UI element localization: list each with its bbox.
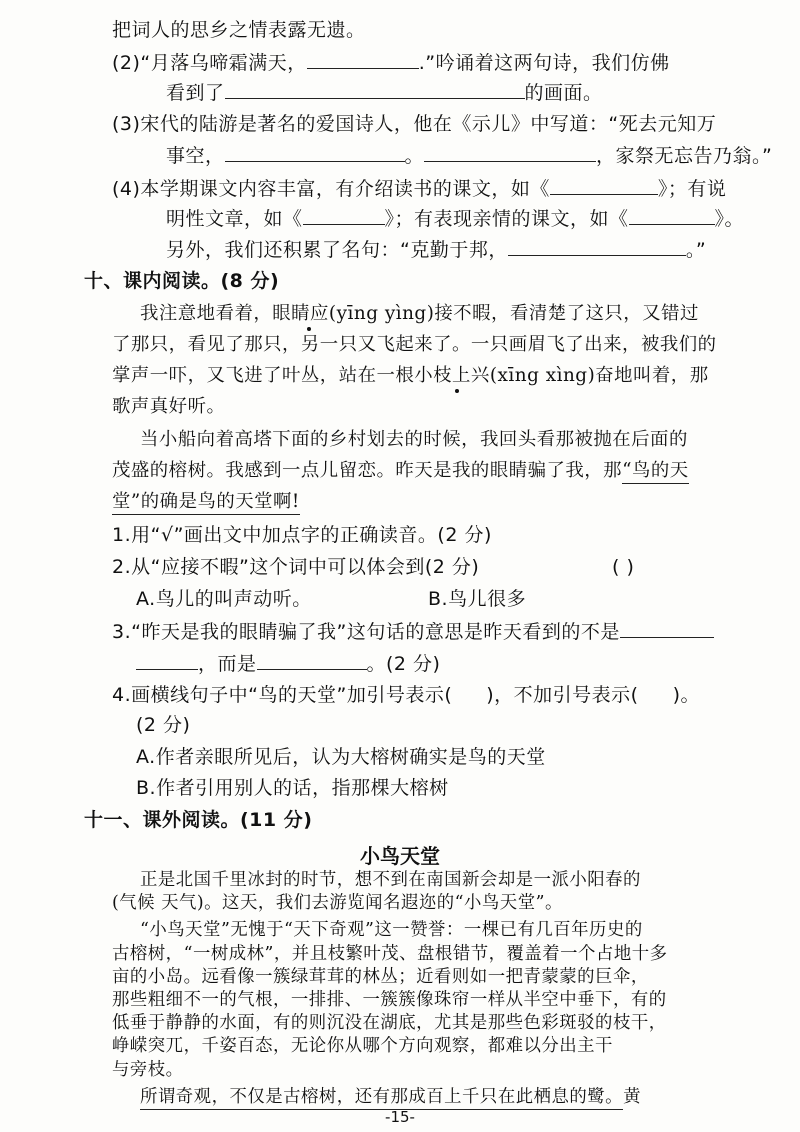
question-3-line-1: (3)宋代的陆游是著名的爱国诗人，他在《示儿》中写道：“死去元知万 [112,113,717,135]
question-3-line-2: 事空， 。 ，家祭无忘告乃翁。” [166,145,773,167]
passage-line: 掌声一吓，又飞进了叶丛，站在一根小枝上兴(xīng xìng)奋地叫着，那 [112,365,709,386]
question-2-line-1: (2)“月落乌啼霜满天， .”吟诵着这两句诗，我们仿佛 [112,52,670,74]
passage-line: 我注意地看着，眼睛应(yīng yìng)接不暇，看清楚了这只，又错过 [140,303,699,324]
question-4-score: (2 分) [136,714,191,736]
passage-line: 亩的小岛。远看像一簇绿茸茸的林丛；近看则如一把青蒙蒙的巨伞， [112,966,649,987]
question-4-line-3: 另外，我们还积累了名句：“克勤于邦， 。” [166,239,707,261]
option-a[interactable]: A.作者亲眼所见后，认为大榕树确实是鸟的天堂 [136,746,546,768]
question-2-line-2: 看到了 的画面。 [166,82,603,104]
answer-blank[interactable] [257,651,367,670]
underlined-sentence: 堂”的确是鸟的天堂啊! [112,491,300,515]
passage-title: 小鸟天堂 [360,844,440,868]
passage-line: 与旁枝。 [112,1059,184,1080]
passage-line: “小鸟天堂”无愧于“天下奇观”这一赞誉：一棵已有几百年历史的 [140,920,643,941]
passage-line: 正是北国千里冰封的时节，想不到在南国新会却是一派小阳春的 [140,870,641,890]
answer-blank[interactable] [136,651,198,670]
passage-line [112,490,300,514]
underlined-sentence: 所谓奇观，不仅是古榕树，还有那成百上千只在此栖息的鹭。 [140,1087,623,1110]
answer-blank[interactable] [225,143,405,162]
answer-blank[interactable] [225,80,525,99]
passage-line: 茂盛的榕树。我感到一点儿留恋。昨天是我的眼睛骗了我，那“鸟的天 [112,459,689,483]
question-1: 1.用“√”画出文中加点字的正确读音。(2 分) [112,524,492,546]
answer-parentheses[interactable]: ( ) [612,556,635,578]
passage-line: 了那只，看见了那只，另一只又飞起来了。一只画眉飞了出来，被我们的 [112,334,717,355]
answer-blank[interactable] [303,206,385,225]
question-3-line-2: ，而是 。(2 分) [136,651,440,676]
passage-line: 当小船向着高塔下面的乡村划去的时候，我回头看那被抛在后面的 [140,429,688,450]
passage-line: 峥嵘突兀，千姿百态，无论你从哪个方向观察，都难以分出主干 [112,1036,613,1057]
section-11-heading: 十一、课外阅读。(11 分) [84,809,313,831]
passage-line: 低垂于静静的水面，有的则沉没在湖底，尤其是那些色彩斑驳的枝干， [112,1013,667,1034]
option-b[interactable]: B.作者引用别人的话，指那棵大榕树 [136,777,449,799]
passage-line: 古榕树，“一树成林”，并且枝繁叶茂、盘根错节，覆盖着一个占地十多 [112,943,668,964]
question-4-line-1: (4)本学期课文内容丰富，有介绍读书的课文，如《 》；有说 [112,178,727,200]
section-10-heading: 十、课内阅读。(8 分) [84,270,280,292]
answer-blank[interactable] [629,206,715,225]
emphasis-dot [307,327,311,331]
option-b[interactable]: B.鸟儿很多 [428,588,527,610]
answer-blank[interactable] [424,143,596,162]
answer-blank[interactable] [620,619,714,638]
emphasis-dot [455,389,459,393]
question-4-line-2: 明性文章，如《 》；有表现亲情的课文，如《 》。 [166,208,745,230]
text-line: 把词人的思乡之情表露无遗。 [112,19,366,41]
passage-line: 歌声真好听。 [112,396,226,417]
question-2: 2.从“应接不暇”这个词中可以体会到(2 分) [112,556,480,578]
underlined-sentence: “鸟的天 [622,460,689,484]
answer-blank[interactable] [307,50,419,69]
option-a[interactable]: A.鸟儿的叫声动听。 [136,588,312,610]
page-number: -15- [385,1108,415,1126]
passage-line: 那些粗细不一的气根，一排排、一簇簇像珠帘一样从半空中垂下，有的 [112,990,667,1010]
answer-blank[interactable] [508,237,686,256]
question-3-line-1: 3.“昨天是我的眼睛骗了我”这句话的意思是昨天看到的不是 [112,619,714,644]
passage-line: 所谓奇观，不仅是古榕树，还有那成百上千只在此栖息的鹭。黄 [140,1086,641,1108]
question-4-line-1: 4.画横线句子中“鸟的天堂”加引号表示( )，不加引号表示( )。 [112,684,700,706]
passage-line: (气候 天气)。这天，我们去游览闻名遐迩的“小鸟天堂”。 [112,893,563,914]
answer-blank[interactable] [550,176,658,195]
